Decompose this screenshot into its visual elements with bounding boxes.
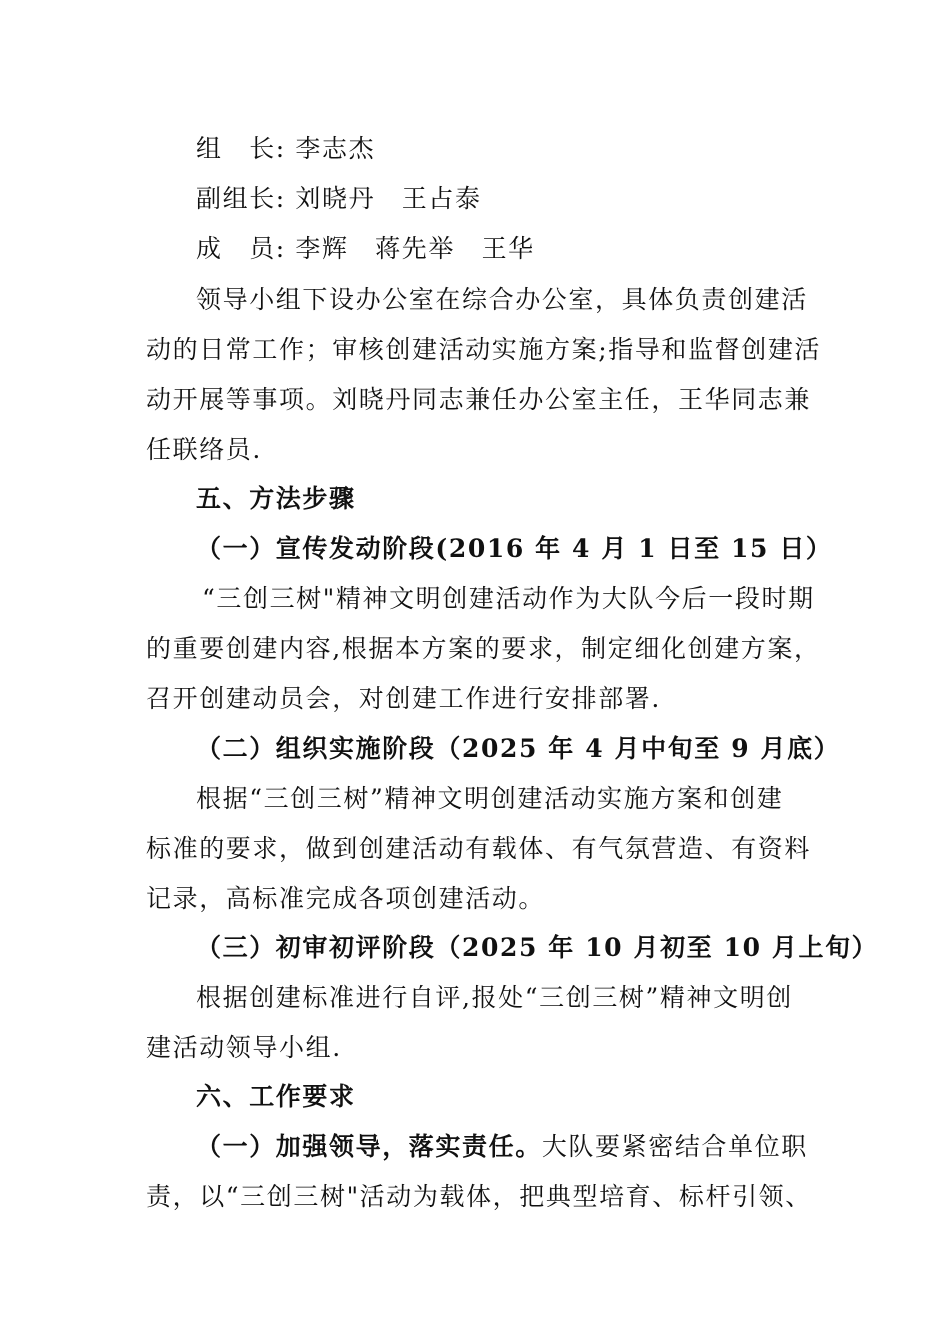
requirement-1-line-1 [196, 1131, 876, 1163]
stage-2-heading: （二）组织实施阶段（2025 年 4 月中旬至 9 月底） [196, 734, 841, 763]
stage-3-heading: （三）初审初评阶段（2025 年 10 月初至 10 月上旬） [196, 933, 879, 962]
stage-1-line-2: 的重要创建内容,根据本方案的要求，制定细化创建方案， [146, 634, 821, 663]
office-paragraph-line-3: 动开展等事项。刘晓丹同志兼任办公室主任，王华同志兼 [146, 385, 812, 414]
office-paragraph-line-1: 领导小组下设办公室在综合办公室，具体负责创建活 [196, 285, 808, 314]
requirement-1-title: （一）加强领导，落实责任。 [196, 1132, 542, 1161]
deputy-leader-line: 副组长: 刘晓丹 王占泰 [196, 184, 482, 213]
stage-1-line-3: 召开创建动员会，对创建工作进行安排部署. [146, 684, 661, 713]
requirement-1-line-2: 责，以“三创三树"活动为载体，把典型培育、标杆引领、 [146, 1182, 812, 1211]
office-paragraph-line-2: 动的日常工作；审核创建活动实施方案;指导和监督创建活 [146, 335, 822, 364]
stage-2-line-3: 记录，高标准完成各项创建活动。 [146, 884, 546, 913]
stage-3-line-2: 建活动领导小组. [146, 1033, 342, 1062]
office-paragraph-line-4: 任联络员. [146, 435, 262, 464]
members-line: 成 员: 李辉 蒋先举 王华 [196, 234, 535, 263]
stage-3-line-1: 根据创建标准进行自评,报处“三创三树”精神文明创 [196, 983, 793, 1012]
stage-1-heading: （一）宣传发动阶段(2016 年 4 月 1 日至 15 日） [196, 534, 833, 563]
requirement-1-text: 大队要紧密结合单位职 [541, 1132, 808, 1161]
stage-1-line-1: “三创三树"精神文明创建活动作为大队今后一段时期 [202, 584, 815, 613]
leader-line: 组 长: 李志杰 [196, 134, 376, 163]
stage-2-line-1: 根据“三创三树”精神文明创建活动实施方案和创建 [196, 784, 784, 813]
stage-2-line-2: 标准的要求，做到创建活动有载体、有气氛营造、有资料 [146, 834, 812, 863]
section-5-heading: 五、方法步骤 [196, 484, 356, 513]
section-6-heading: 六、工作要求 [196, 1082, 356, 1111]
